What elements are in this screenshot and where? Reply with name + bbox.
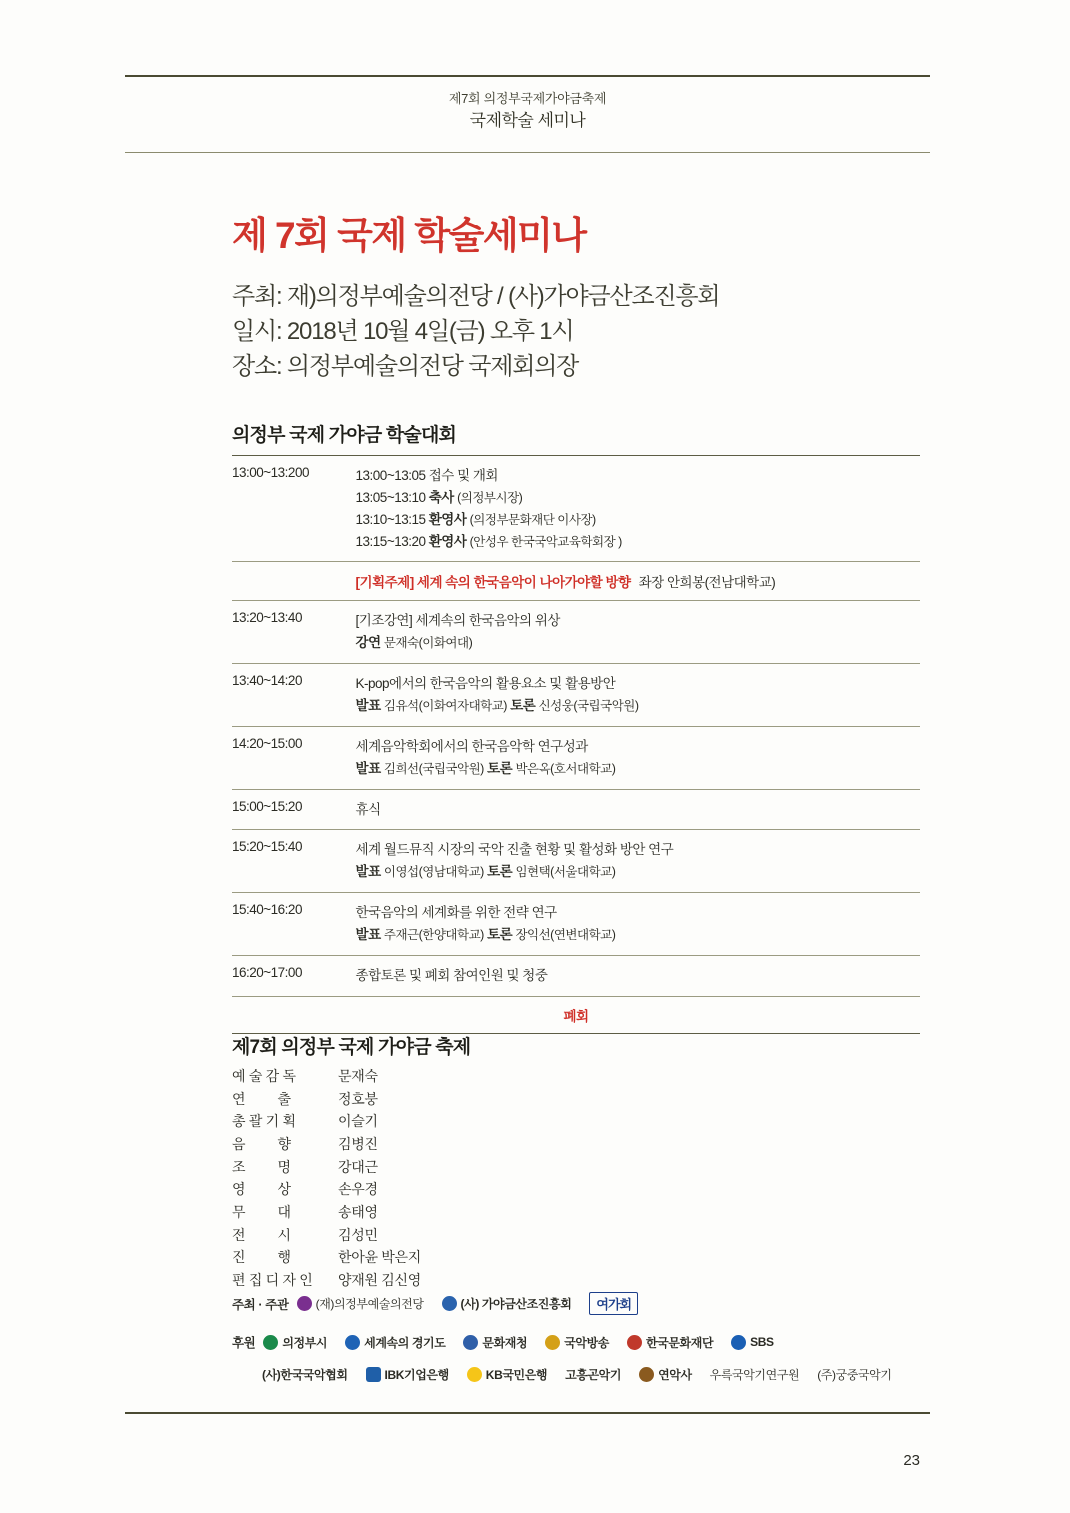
table-row	[232, 893, 920, 956]
schedule-text: (의정부시장)	[457, 490, 523, 505]
role-label-2: 토론	[487, 927, 513, 943]
list-item	[232, 1065, 421, 1088]
schedule-line	[356, 465, 920, 487]
row-time-empty	[232, 562, 356, 601]
person-name: 김희선(국립국악원)	[383, 761, 484, 776]
person-name: 주재근(한양대학교)	[383, 928, 484, 943]
session-title: K-pop에서의 한국음악의 활용요소 및 활용방안	[355, 676, 616, 692]
schedule-text: 접수 및 개회	[425, 468, 498, 483]
table-row	[232, 601, 920, 664]
table-row	[232, 830, 920, 893]
logo-label: KB국민은행	[485, 1368, 548, 1382]
program-section-title: 의정부 국제 가야금 학술대회	[232, 425, 457, 446]
session-people	[356, 758, 920, 780]
schedule-time: 13:10~13:15	[355, 511, 426, 527]
row-time: 16:20~17:00	[232, 955, 356, 996]
list-item	[232, 1269, 421, 1292]
list-item	[232, 1178, 421, 1201]
header-festival-name: 제7회 의정부국제가야금축제	[448, 91, 607, 106]
credit-name: 김병진	[338, 1136, 378, 1153]
row-time: 15:00~15:20	[232, 789, 356, 830]
table-row-closing	[232, 996, 920, 1033]
logo-label: (사)한국국악협회	[262, 1368, 348, 1382]
person-name: 김유석(이화여자대학교)	[383, 699, 507, 714]
circle-mark-icon	[297, 1296, 312, 1311]
logo-label: 고흥곤악기	[565, 1368, 622, 1382]
closing-label: 폐회	[563, 1008, 589, 1024]
event-info	[232, 280, 719, 384]
credit-role: 영 상	[232, 1181, 291, 1198]
logo-yeonaksa	[639, 1366, 692, 1383]
role-label: 발표	[355, 760, 381, 776]
list-item	[232, 1224, 421, 1247]
role-label: 발표	[355, 864, 381, 880]
logo-label: SBS	[750, 1335, 774, 1349]
schedule-text: (의정부문화재단 이사장)	[469, 512, 596, 527]
header-rule	[125, 152, 930, 153]
circle-mark-icon	[463, 1335, 478, 1350]
row-detail	[356, 830, 920, 893]
info-place: 장소: 의정부예술의전당 국제회의장	[232, 352, 579, 380]
schedule-time: 13:00~13:05	[355, 468, 426, 483]
credits-list	[232, 1065, 421, 1292]
row-detail	[356, 893, 920, 956]
schedule-time: 13:15~13:20	[355, 533, 426, 549]
schedule-line	[356, 531, 920, 553]
credit-name: 손우경	[338, 1181, 378, 1198]
credit-role: 예 술 감 독	[232, 1068, 296, 1084]
circle-mark-icon	[639, 1367, 654, 1382]
logo-sbs	[731, 1335, 773, 1350]
role-label: 발표	[355, 698, 381, 714]
row-time: 15:20~15:40	[232, 830, 356, 893]
support-sponsor-row	[232, 1333, 784, 1351]
schedule-role: 환영사	[428, 533, 467, 549]
schedule-line	[356, 487, 920, 509]
theme-chair: 좌장 안희봉(전남대학교)	[638, 575, 776, 591]
logo-gyeonggi-province	[345, 1334, 445, 1351]
person-name: 이영섭(영남대학교)	[383, 865, 484, 880]
logo-label: IBK기업은행	[384, 1368, 449, 1382]
credit-name: 문재숙	[338, 1068, 378, 1084]
list-item	[232, 1133, 421, 1156]
logo-uijeongbu-arts-center	[297, 1295, 424, 1312]
credit-role: 총 괄 기 획	[232, 1113, 296, 1130]
role-label-2: 토론	[487, 760, 513, 776]
session-title: 휴식	[355, 801, 381, 817]
list-item	[232, 1088, 421, 1111]
circle-mark-icon	[345, 1335, 360, 1350]
list-item	[232, 1156, 421, 1179]
session-title: [기조강연] 세계속의 한국음악의 위상	[355, 613, 560, 629]
logo-label: 한국문화재단	[645, 1335, 714, 1350]
host-sponsor-label: 주최 · 주관	[232, 1297, 289, 1312]
credit-role: 편 집 디 자 인	[232, 1272, 313, 1289]
row-detail	[356, 456, 920, 562]
logo-uijeongbu-city	[263, 1334, 327, 1351]
person-name-2: 장익선(연변대학교)	[515, 928, 616, 943]
role-label-2: 토론	[487, 864, 513, 880]
session-people	[356, 861, 920, 883]
session-people	[356, 632, 920, 654]
logo-gohenggon-instruments	[565, 1366, 621, 1383]
credit-name: 정호붕	[338, 1090, 378, 1107]
credit-name: 강대근	[338, 1158, 378, 1175]
info-date: 일시: 2018년 10월 4일(금) 오후 1시	[232, 317, 574, 345]
row-time: 14:20~15:00	[232, 726, 356, 789]
logo-gungjung-instruments	[817, 1366, 891, 1383]
row-detail	[356, 955, 920, 996]
logo-label: 의정부시	[282, 1335, 328, 1350]
person-name: 문재숙(이화여대)	[383, 636, 473, 651]
page-title: 제 7회 국제 학술세미나	[232, 215, 586, 256]
row-detail	[356, 789, 920, 830]
credit-name: 이슬기	[338, 1113, 378, 1130]
session-title: 한국음악의 세계화를 위한 전략 연구	[355, 905, 557, 921]
logo-ureuk-instrument-institute	[710, 1366, 800, 1383]
logo-gayageum-sanjo-association	[442, 1295, 572, 1312]
credit-name: 송태영	[338, 1204, 378, 1221]
circle-mark-icon	[263, 1335, 278, 1350]
logo-label: (사) 가야금산조진흥회	[460, 1297, 572, 1311]
table-row	[232, 789, 920, 830]
credit-name: 한아윤 박은지	[338, 1249, 421, 1266]
logo-label: 국악방송	[564, 1335, 609, 1350]
row-detail	[356, 664, 920, 727]
role-label: 발표	[355, 927, 381, 943]
table-row	[232, 664, 920, 727]
host-sponsor-row	[232, 1292, 638, 1315]
schedule-time: 13:05~13:10	[355, 489, 426, 505]
row-detail	[356, 726, 920, 789]
row-time: 15:40~16:20	[232, 893, 356, 956]
row-detail	[356, 562, 920, 601]
row-time: 13:20~13:40	[232, 601, 356, 664]
circle-mark-icon	[545, 1335, 560, 1350]
logo-gugak-broadcasting	[545, 1334, 609, 1351]
running-header	[125, 90, 930, 132]
page-number: 23	[903, 1452, 920, 1469]
logo-label: (주)궁중국악기	[817, 1368, 892, 1382]
session-title: 종합토론 및 폐회 참여인원 및 청중	[355, 967, 548, 983]
credit-role: 진 행	[232, 1249, 291, 1266]
square-mark-icon	[366, 1367, 381, 1382]
theme-title: [기획주제] 세계 속의 한국음악이 나아가야할 방향	[355, 575, 631, 591]
row-time: 13:40~14:20	[232, 664, 356, 727]
logo-label: 문화재청	[482, 1335, 528, 1350]
credit-role: 연 출	[232, 1090, 291, 1107]
logo-label: 우륵국악기연구원	[709, 1368, 800, 1382]
session-people	[356, 924, 920, 946]
program-table-wrap	[232, 455, 920, 1034]
credit-name: 양재원 김신영	[338, 1272, 421, 1289]
theme-line	[356, 571, 920, 591]
logo-label: 연악사	[658, 1368, 692, 1382]
header-seminar-name: 국제학술 세미나	[469, 110, 586, 130]
top-rule	[125, 75, 930, 77]
logo-label: (재)의정부예술의전당	[315, 1297, 424, 1311]
table-row-theme	[232, 562, 920, 601]
circle-mark-icon	[627, 1335, 642, 1350]
credit-role: 전 시	[232, 1226, 291, 1243]
support-sponsor-label: 후원	[232, 1336, 256, 1350]
logo-label: 세계속의 경기도	[364, 1335, 446, 1350]
bottom-rule	[125, 1412, 930, 1414]
role-label-2: 토론	[510, 698, 536, 714]
list-item	[232, 1246, 421, 1269]
logo-yeogahoe: 여가회	[589, 1292, 638, 1315]
credits-title: 제7회 의정부 국제 가야금 축제	[232, 1037, 471, 1058]
closing-cell	[232, 996, 920, 1033]
list-item	[232, 1201, 421, 1224]
row-time: 13:00~13:200	[232, 456, 356, 562]
circle-mark-icon	[442, 1296, 457, 1311]
star-mark-icon	[467, 1367, 482, 1382]
table-row	[232, 726, 920, 789]
row-detail	[356, 601, 920, 664]
role-label: 강연	[355, 635, 381, 651]
session-people	[356, 695, 920, 717]
list-item	[232, 1110, 421, 1133]
logo-kb-bank	[467, 1366, 547, 1383]
schedule-line	[356, 509, 920, 531]
table-row	[232, 955, 920, 996]
schedule-role: 축사	[428, 489, 454, 505]
credit-name: 김성민	[338, 1226, 378, 1243]
schedule-text: (안성우 한국국악교육학회장 )	[469, 534, 622, 549]
schedule-role: 환영사	[428, 511, 467, 527]
logo-cultural-heritage-administration	[463, 1334, 527, 1351]
table-row	[232, 456, 920, 562]
person-name-2: 박은옥(호서대학교)	[515, 761, 616, 776]
credit-role: 무 대	[232, 1204, 291, 1221]
credit-role: 음 향	[232, 1136, 291, 1153]
logo-korea-cultural-foundation	[627, 1334, 713, 1351]
logo-ibk-bank	[366, 1366, 449, 1383]
circle-mark-icon	[731, 1335, 746, 1350]
person-name-2: 신성웅(국립국악원)	[538, 699, 639, 714]
credit-role: 조 명	[232, 1158, 291, 1175]
program-table	[232, 455, 920, 1034]
session-title: 세계음악학회에서의 한국음악학 연구성과	[355, 738, 588, 754]
logo-korean-gugak-association	[262, 1366, 348, 1383]
partner-sponsor-row	[262, 1366, 902, 1383]
person-name-2: 임현택(서울대학교)	[515, 865, 616, 880]
info-host: 주최: 재)의정부예술의전당 / (사)가야금산조진흥회	[232, 283, 720, 310]
session-title: 세계 월드뮤직 시장의 국악 진출 현황 및 활성화 방안 연구	[355, 842, 674, 858]
